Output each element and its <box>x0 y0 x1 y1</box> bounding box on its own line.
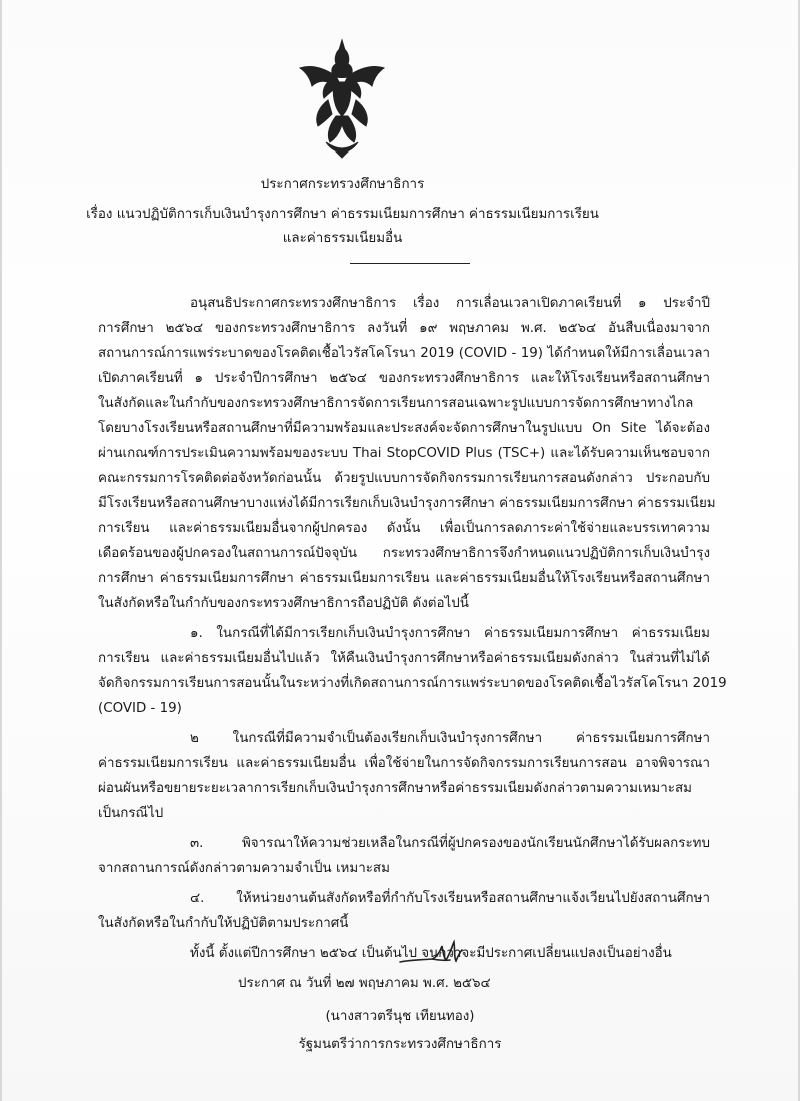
handwritten-signature <box>398 938 494 970</box>
clause-2-line: เป็นกรณีไป <box>98 806 164 821</box>
clause-3-line: จากสถานการณ์ดังกล่าวตามความจำเป็น เหมาะสม <box>98 861 390 876</box>
clause-4-line: ๔. ให้หน่วยงานต้นสังกัดหรือที่กำกับโรงเรียนหรือสถานศึกษาแจ้งเวียนไปยังสถานศึกษา <box>190 891 710 906</box>
body-line: มีโรงเรียนหรือสถานศึกษาบางแห่งได้มีการเรียกเก็บเงินบำรุงการศึกษา ค่าธรรมเนียมการศึกษา ค่าธรรมเนียม <box>98 496 716 511</box>
issuer-title: ประกาศกระทรวงศึกษาธิการ <box>260 177 425 192</box>
body-line: สถานการณ์การแพร่ระบาดของโรคติดเชื้อไวรัสโคโรนา 2019 (COVID - 19) ได้กำหนดให้มีการเลื่อนเวลา <box>98 346 710 361</box>
clause-2-line: ผ่อนผันหรือขยายระยะเวลาการเรียกเก็บเงินบำรุงการศึกษาหรือค่าธรรมเนียมดังกล่าวตามความเหมาะสม <box>98 781 692 796</box>
signatory-title: รัฐมนตรีว่าการกระทรวงศึกษาธิการ <box>298 1037 502 1052</box>
title-divider <box>350 263 470 264</box>
clause-1-line: การเรียน และค่าธรรมเนียมอื่นไปแล้ว ให้คืนเงินบำรุงการศึกษาหรือค่าธรรมเนียมดังกล่าว ในส่วนที่ไม่ได้ <box>98 651 710 666</box>
body-line: เดือดร้อนของผู้ปกครองในสถานการณ์ปัจจุบัน กระทรวงศึกษาธิการจึงกำหนดแนวปฏิบัติการเก็บเงินบำรุง <box>98 546 710 561</box>
body-line: โดยบางโรงเรียนหรือสถานศึกษาที่มีความพร้อมและประสงค์จะจัดการศึกษาในรูปแบบ On Site ได้จะต้อง <box>98 421 710 436</box>
clause-4-line: ในสังกัดหรือในกำกับให้ปฏิบัติตามประกาศนี้ <box>98 916 349 931</box>
clause-1-line: จัดกิจกรรมการเรียนการสอนนั้นในระหว่างที่เกิดสถานการณ์การแพร่ระบาดของโรคติดเชื้อไวรัสโคโรนา 2019 <box>98 676 727 691</box>
body-line: ในสังกัดหรือในกำกับของกระทรวงศึกษาธิการถือปฏิบัติ ดังต่อไปนี้ <box>98 596 469 611</box>
garuda-emblem-icon <box>296 38 388 160</box>
body-line: ผ่านเกณฑ์การประเมินความพร้อมของระบบ Thai StopCOVID Plus (TSC+) และได้รับความเห็นชอบจาก <box>98 446 710 461</box>
clause-2-line: ค่าธรรมเนียมการเรียน และค่าธรรมเนียมอื่น เพื่อใช้จ่ายในการจัดกิจกรรมการเรียนการสอน อาจพิจารณา <box>98 756 710 771</box>
subject-line-1: เรื่อง แนวปฏิบัติการเก็บเงินบำรุงการศึกษา ค่าธรรมเนียมการศึกษา ค่าธรรมเนียมการเรียน <box>86 207 599 222</box>
body-line: คณะกรรมการโรคติดต่อจังหวัดก่อนนั้น ด้วยรูปแบบการจัดกิจกรรมการเรียนการสอนดังกล่าว ประกอบกับ <box>98 471 710 486</box>
clause-2-line: ๒ ในกรณีที่มีความจำเป็นต้องเรียกเก็บเงินบำรุงการศึกษา ค่าธรรมเนียมการศึกษา <box>190 731 710 746</box>
subject-line-2: และค่าธรรมเนียมอื่น <box>282 231 403 246</box>
body-line: การศึกษา ๒๕๖๔ ของกระทรวงศึกษาธิการ ลงวันที่ ๑๙ พฤษภาคม พ.ศ. ๒๕๖๔ อันสืบเนื่องมาจาก <box>98 321 710 336</box>
body-line: การศึกษา ค่าธรรมเนียมการศึกษา ค่าธรรมเนียมการเรียน และค่าธรรมเนียมอื่นให้โรงเรียนหรือสถานศึกษา <box>98 571 710 586</box>
body-line: การเรียน และค่าธรรมเนียมอื่นจากผู้ปกครอง ดังนั้น เพื่อเป็นการลดภาระค่าใช้จ่ายและบรรเทาความ <box>98 521 710 536</box>
left-page-edge <box>0 0 2 1101</box>
clause-1-line: (COVID - 19) <box>98 701 182 716</box>
announced-date: ประกาศ ณ วันที่ ๒๗ พฤษภาคม พ.ศ. ๒๕๖๔ <box>238 976 491 991</box>
body-line: เปิดภาคเรียนที่ ๑ ประจำปีการศึกษา ๒๕๖๔ ของกระทรวงศึกษาธิการ และให้โรงเรียนหรือสถานศึกษา <box>98 371 710 386</box>
signatory-name: (นางสาวตรีนุช เทียนทอง) <box>325 1009 475 1024</box>
body-line: ในสังกัดและในกำกับของกระทรวงศึกษาธิการจัดการเรียนการสอนเฉพาะรูปแบบการจัดการศึกษาทางไกล <box>98 396 694 411</box>
body-line: อนุสนธิประกาศกระทรวงศึกษาธิการ เรื่อง การเลื่อนเวลาเปิดภาคเรียนที่ ๑ ประจำปี <box>190 296 710 311</box>
clause-3-line: ๓. พิจารณาให้ความช่วยเหลือในกรณีที่ผู้ปกครองของนักเรียนนักศึกษาได้รับผลกระทบ <box>190 836 710 851</box>
clause-1-line: ๑. ในกรณีที่ได้มีการเรียกเก็บเงินบำรุงการศึกษา ค่าธรรมเนียมการศึกษา ค่าธรรมเนียม <box>190 626 710 641</box>
effective-date-line: ทั้งนี้ ตั้งแต่ปีการศึกษา ๒๕๖๔ เป็นต้นไป จนกว่าจะมีประกาศเปลี่ยนแปลงเป็นอย่างอื่น <box>190 946 672 961</box>
